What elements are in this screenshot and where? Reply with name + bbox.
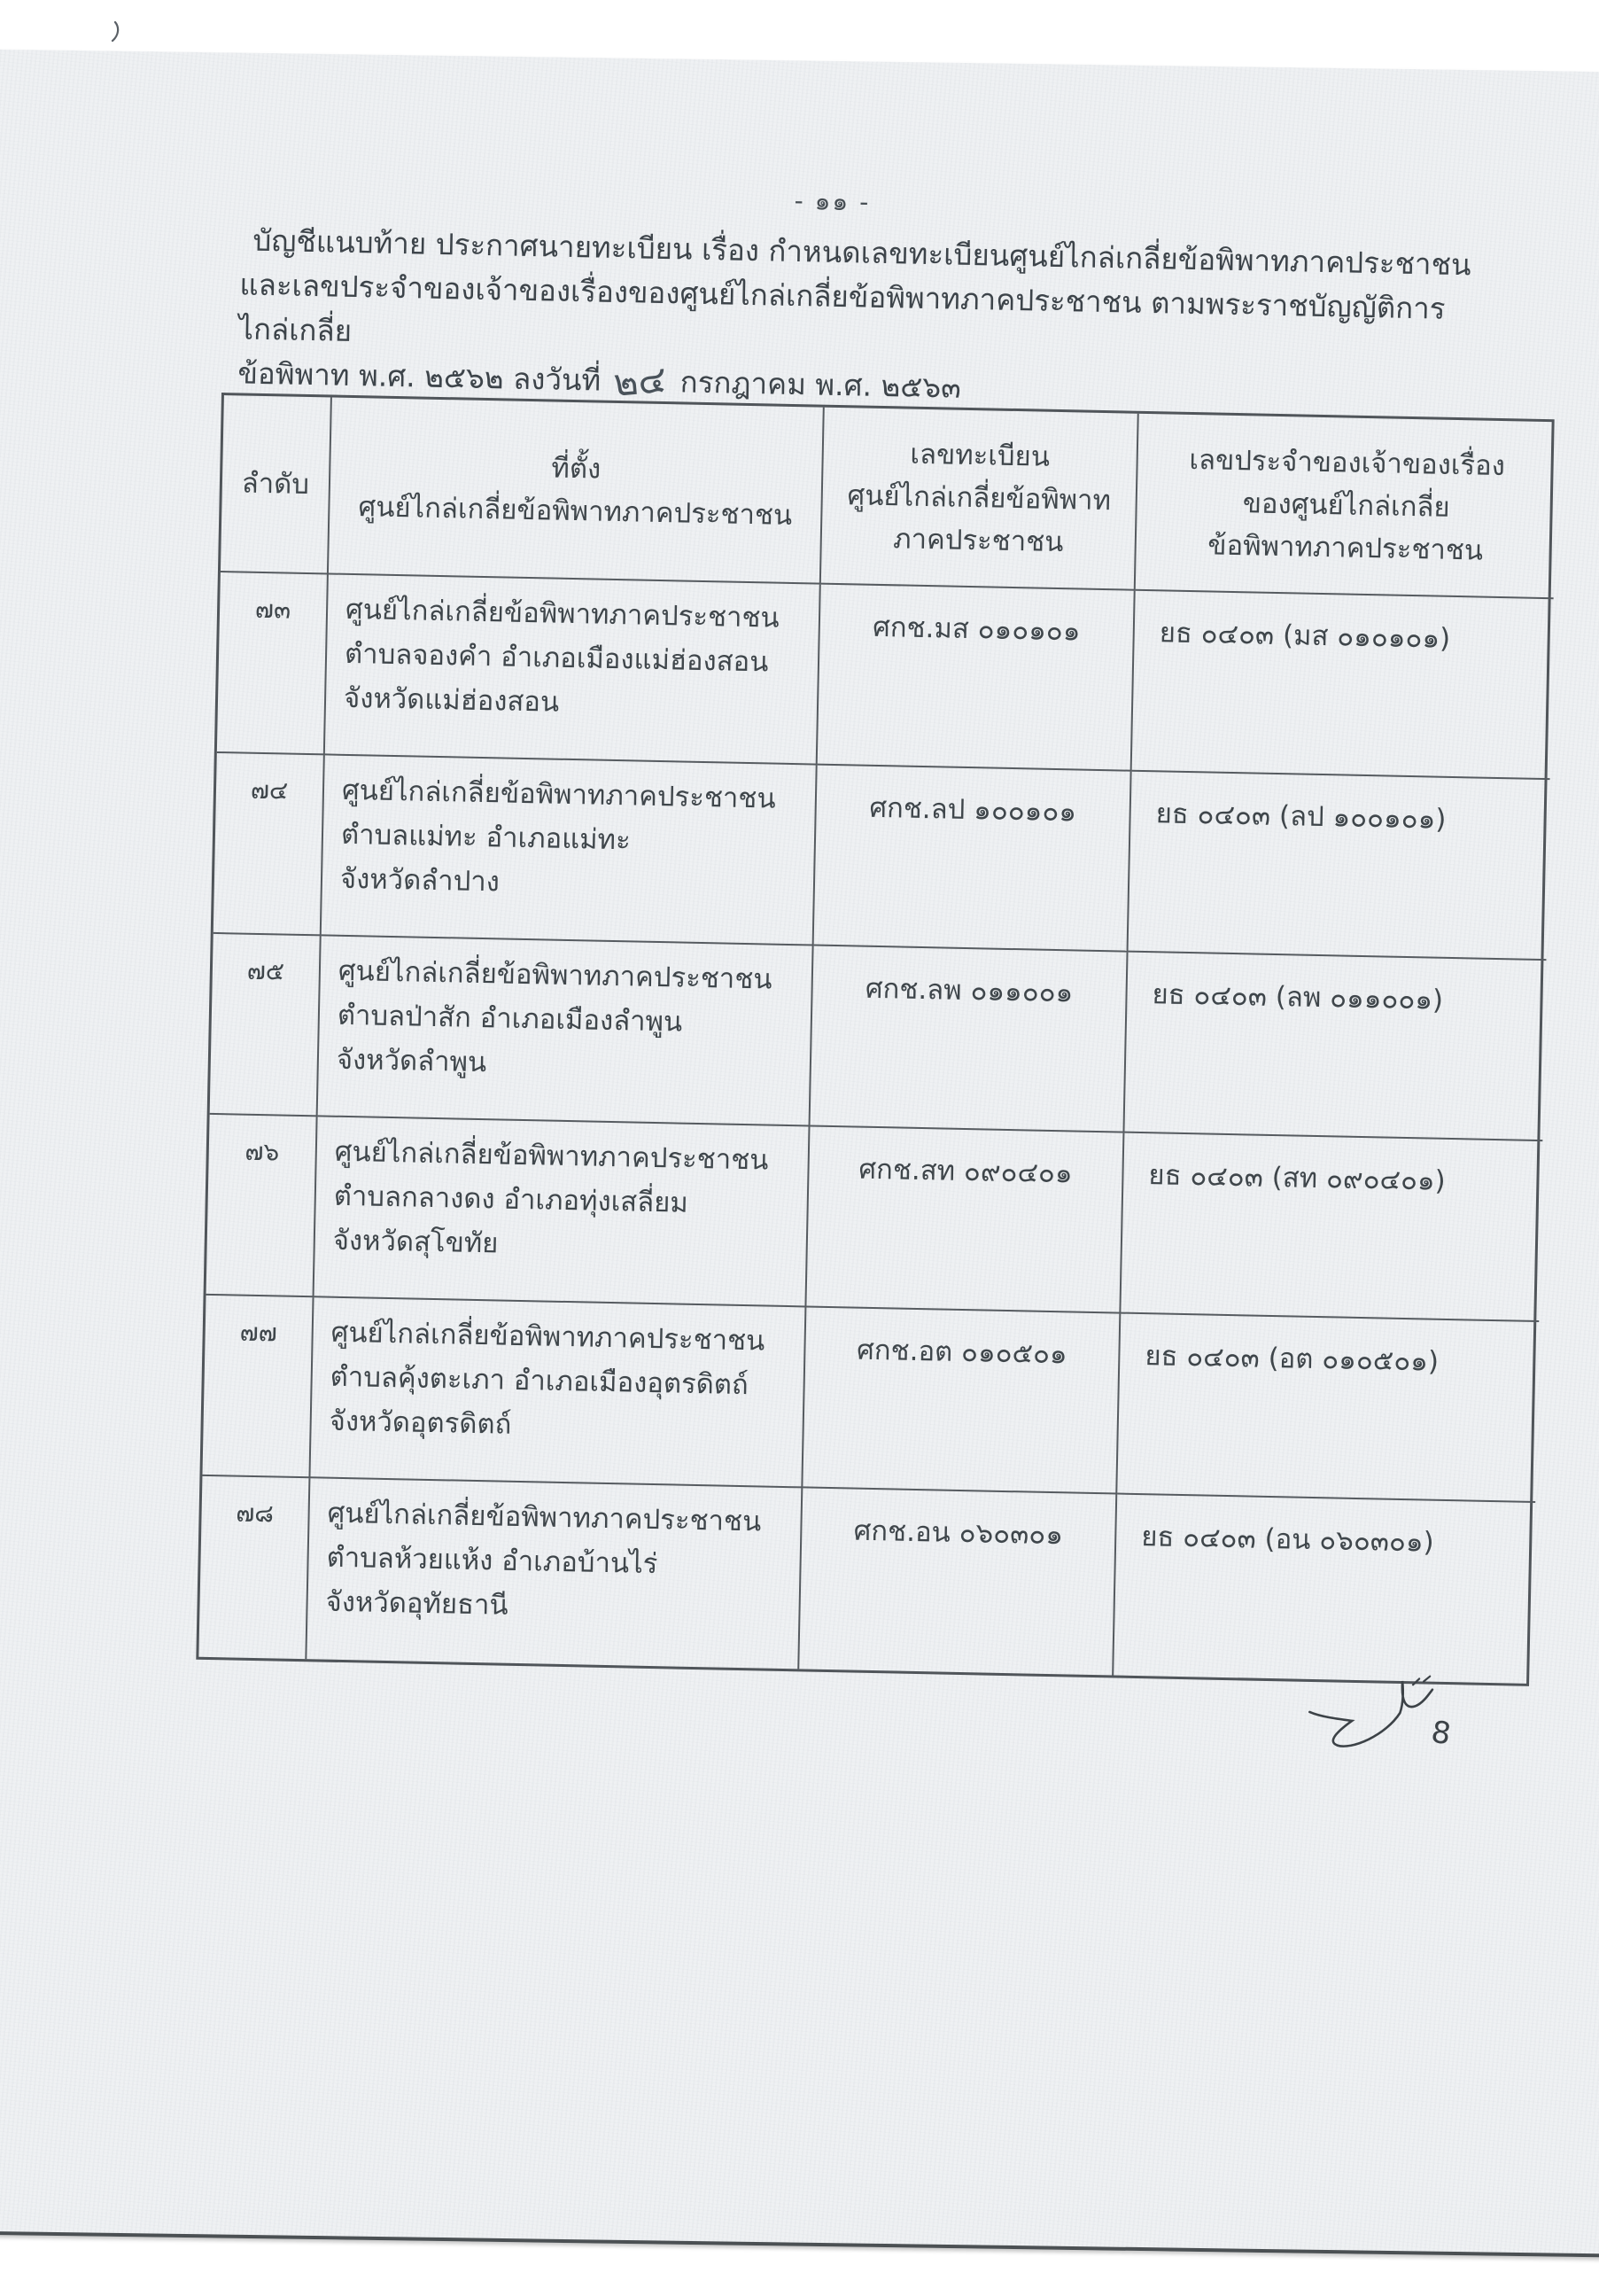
row-76-no: ๗๖ [206,1115,318,1297]
row-78-registration-no: ศกช.อน ๐๖๐๓๐๑ [799,1488,1117,1675]
signature-scribble [1300,1663,1496,1769]
header-location: ที่ตั้ง ศูนย์ไกล่เกลี่ยข้อพิพาทภาคประชาชน [329,398,825,585]
row-77-no: ๗๗ [202,1296,314,1478]
row-76-location: ศูนย์ไกล่เกลี่ยข้อพิพาทภาคประชาชน ตำบลกลางดง อำเภอทุ่งเสลี่ยม จังหวัดสุโขทัย [314,1117,811,1307]
row-75-owner-no: ยธ ๐๔๐๓ (ลพ ๐๑๑๐๐๑) [1124,953,1546,1141]
handwritten-sheet-number: 8 [1428,1714,1454,1753]
row-76-registration-no: ศกช.สท ๐๙๐๔๐๑ [806,1127,1124,1314]
header-registration-no: เลขทะเบียน ศูนย์ไกล่เกลี่ยข้อพิพาท ภาคประชาชน [821,408,1139,591]
title-line-2: และเลขประจำของเจ้าของเรื่องของศูนย์ไกล่เกลี่ยข้อพิพาทภาคประชาชน ตามพระราชบัญญัติการไกล่เกลี่ย [238,267,1446,348]
row-73-location: ศูนย์ไกล่เกลี่ยข้อพิพาทภาคประชาชน ตำบลจองคำ อำเภอเมืองแม่ฮ่องสอน จังหวัดแม่ฮ่องสอน [325,574,821,765]
row-75-registration-no: ศกช.ลพ ๐๑๑๐๐๑ [811,946,1129,1133]
title-line-3-suffix: กรกฎาคม พ.ศ. ๒๕๖๓ [679,364,962,405]
row-77-owner-no: ยธ ๐๔๐๓ (อต ๐๑๐๕๐๑) [1117,1314,1539,1503]
row-75-no: ๗๕ [210,934,322,1117]
row-73-no: ๗๓ [217,572,329,755]
row-78-location: ศูนย์ไกล่เกลี่ยข้อพิพาทภาคประชาชน ตำบลห้วยแห้ง อำเภอบ้านไร่ จังหวัดอุทัยธานี [307,1478,803,1669]
row-73-owner-no: ยธ ๐๔๐๓ (มส ๐๑๐๑๐๑) [1132,591,1554,780]
row-74-registration-no: ศกช.ลป ๑๐๐๑๐๑ [814,766,1132,953]
mediation-centers-table [196,393,1554,1686]
title-line-1: บัญชีแนบท้าย ประกาศนายทะเบียน เรื่อง กำหนดเลขทะเบียนศูนย์ไกล่เกลี่ยข้อพิพาทภาคประชาชน [252,222,1471,283]
row-78-owner-no: ยธ ๐๔๐๓ (อน ๐๖๐๓๐๑) [1140,1521,1435,1559]
header-owner-no: เลขประจำของเจ้าของเรื่อง ของศูนย์ไกล่เกลี่ย ข้อพิพาทภาคประชาชน [1136,414,1557,599]
row-76-owner-no: ยธ ๐๔๐๓ (สท ๐๙๐๔๐๑) [1121,1133,1542,1322]
page-number: - ๑๑ - [794,185,871,217]
document-title [237,218,1481,420]
row-77-registration-no: ศกช.อต ๐๑๐๕๐๑ [803,1307,1121,1494]
row-78-no: ๗๘ [198,1476,310,1659]
row-73-registration-no: ศกช.มส ๐๑๐๑๐๑ [818,585,1136,772]
row-74-no: ๗๔ [213,753,325,936]
row-74-location: ศูนย์ไกล่เกลี่ยข้อพิพาทภาคประชาชน ตำบลแม่ทะ อำเภอแม่ทะ จังหวัดลำปาง [322,755,818,946]
handwritten-date-day: ๒๔ [611,357,668,405]
row-77-location: ศูนย์ไกล่เกลี่ยข้อพิพาทภาคประชาชน ตำบลคุ้งตะเภา อำเภอเมืองอุตรดิตถ์ จังหวัดอุตรดิตถ์ [310,1297,806,1488]
row-74-owner-no: ยธ ๐๔๐๓ (ลป ๑๐๐๑๐๑) [1129,772,1550,961]
title-line-3-prefix: ข้อพิพาท พ.ศ. ๒๕๖๒ ลงวันที่ [237,355,602,398]
header-order: ลำดับ [221,395,332,574]
row-75-location: ศูนย์ไกล่เกลี่ยข้อพิพาทภาคประชาชน ตำบลป่าสัก อำเภอเมืองลำพูน จังหวัดลำพูน [318,936,814,1126]
